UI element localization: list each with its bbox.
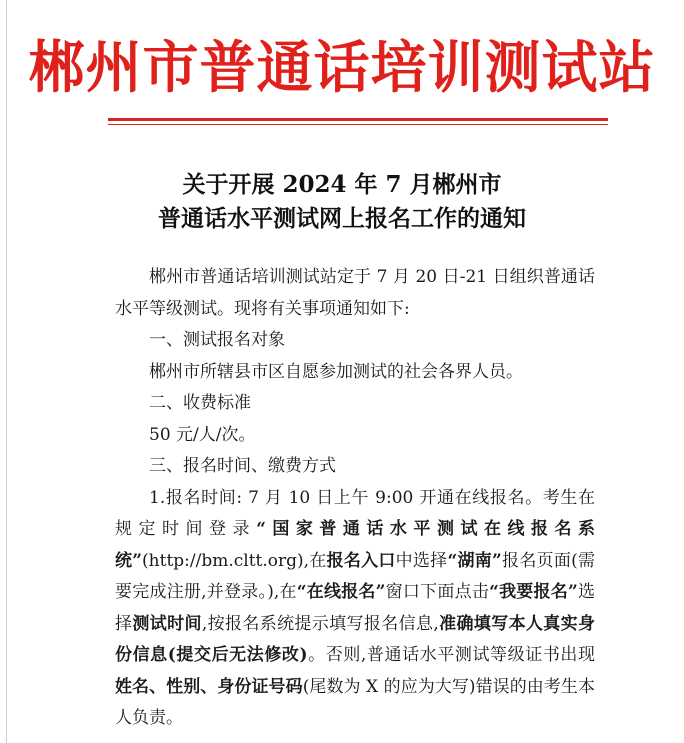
section2-body: 50 元/人/次。 xyxy=(149,424,256,445)
text-run: 。否则,普通话水平测试等级证书出现 xyxy=(307,645,595,665)
text-run: ,按报名系统提示填写报名信息, xyxy=(201,613,439,634)
text-run: 报名页面(需要完成注册,并登录。),在 xyxy=(115,550,596,602)
text-run: 中选择 xyxy=(395,550,448,571)
section1-body: 郴州市所辖县市区自愿参加测试的社会各界人员。 xyxy=(149,361,523,382)
text-run-bold: 报名入口 xyxy=(326,550,396,571)
text-run-bold: “国家普通话水平测试在线报名系统” xyxy=(115,519,596,571)
text-run-bold: 准确填写本人真实身份信息(提交后无法修改) xyxy=(115,613,596,665)
intro-paragraph: 郴州市普通话培训测试站定于 7 月 20 日-21 日组织普通话水平等级测试。现将有关事项通知如下: xyxy=(115,267,595,319)
text-run-bold: “我要报名” xyxy=(489,582,578,602)
section3-heading: 三、报名时间、缴费方式 xyxy=(149,456,336,476)
masthead-title: 郴州市普通话培训测试站 xyxy=(28,36,656,101)
text-run-bold: 测试时间 xyxy=(132,613,202,634)
notice-title-line1: 关于开展 2024 年 7 月郴州市 xyxy=(182,171,502,198)
page-edge xyxy=(6,0,7,743)
notice-title xyxy=(0,168,684,236)
text-run: (尾数为 X 的应为大写)错误的由考生本人负责。 xyxy=(115,676,595,728)
notice-title-line2: 普通话水平测试网上报名工作的通知 xyxy=(158,205,526,232)
masthead-rule-thick xyxy=(108,118,608,121)
text-run-bold: “湖南” xyxy=(447,550,502,571)
section2-heading: 二、收费标准 xyxy=(149,393,251,413)
text-run: (http://bm.cltt.org),在 xyxy=(142,550,327,571)
text-run: 选择 xyxy=(115,582,596,634)
notice-body xyxy=(115,262,595,735)
text-run-bold: “在线报名” xyxy=(296,582,386,602)
text-run: 1.报名时间: 7 月 10 日上午 9:00 开通在线报名。考生在规定时间登录 xyxy=(115,487,595,539)
section3-paragraph1 xyxy=(115,483,595,735)
masthead-rule-thin xyxy=(108,124,608,125)
text-run: 窗口下面点击 xyxy=(385,582,490,602)
text-run-bold: 姓名、性别、身份证号码 xyxy=(115,676,303,697)
section1-heading: 一、测试报名对象 xyxy=(149,330,285,350)
